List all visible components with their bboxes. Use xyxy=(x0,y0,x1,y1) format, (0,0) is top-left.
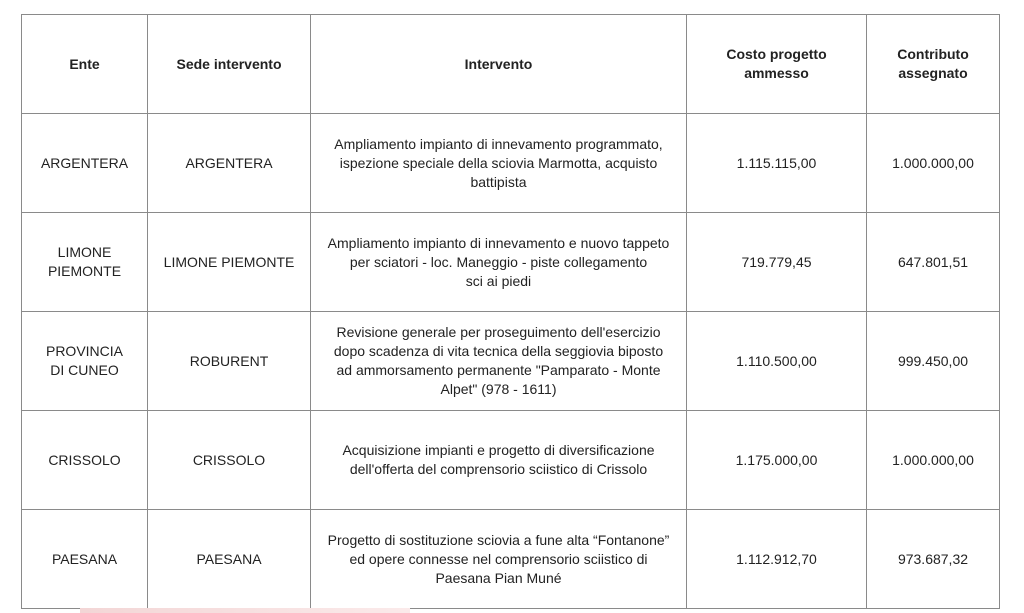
cell-sede: ROBURENT xyxy=(148,312,311,411)
cell-sede: PAESANA xyxy=(148,510,311,609)
cell-ente: LIMONE PIEMONTE xyxy=(22,213,148,312)
cell-intervento: Ampliamento impianto di innevamento programmato, ispezione speciale della sciovia Marmotta, acquisto battipista xyxy=(311,114,687,213)
header-contributo: Contributo assegnato xyxy=(867,15,1000,114)
table-header-row xyxy=(22,15,1000,114)
cell-ente: CRISSOLO xyxy=(22,411,148,510)
cell-ente: PAESANA xyxy=(22,510,148,609)
cell-sede: LIMONE PIEMONTE xyxy=(148,213,311,312)
cell-costo: 1.110.500,00 xyxy=(687,312,867,411)
cell-intervento: Progetto di sostituzione sciovia a fune alta “Fontanone” ed opere connesse nel comprensorio sciistico di Paesana Pian Muné xyxy=(311,510,687,609)
header-costo-progetto: Costo progetto ammesso xyxy=(687,15,867,114)
header-ente: Ente xyxy=(22,15,148,114)
cell-contributo: 1.000.000,00 xyxy=(867,114,1000,213)
cell-intervento: Revisione generale per proseguimento dell'esercizio dopo scadenza di vita tecnica della seggiovia biposto ad ammorsamento permanente "Pamparato - Monte Alpet" (978 - 1611) xyxy=(311,312,687,411)
cell-intervento: Ampliamento impianto di innevamento e nuovo tappeto per sciatori - loc. Maneggio - piste collegamento sci ai piedi xyxy=(311,213,687,312)
cell-contributo: 973.687,32 xyxy=(867,510,1000,609)
cell-contributo: 999.450,00 xyxy=(867,312,1000,411)
cropped-content-strip xyxy=(80,608,410,613)
header-intervento: Intervento xyxy=(311,15,687,114)
cell-costo: 1.115.115,00 xyxy=(687,114,867,213)
cell-ente: ARGENTERA xyxy=(22,114,148,213)
funding-table xyxy=(21,14,1000,609)
cell-contributo: 647.801,51 xyxy=(867,213,1000,312)
funding-table-container xyxy=(21,14,1000,609)
cell-ente: PROVINCIA DI CUNEO xyxy=(22,312,148,411)
cell-costo: 1.175.000,00 xyxy=(687,411,867,510)
cell-costo: 1.112.912,70 xyxy=(687,510,867,609)
table-row xyxy=(22,114,1000,213)
cell-sede: CRISSOLO xyxy=(148,411,311,510)
table-row xyxy=(22,312,1000,411)
table-row xyxy=(22,510,1000,609)
cell-costo: 719.779,45 xyxy=(687,213,867,312)
cell-intervento: Acquisizione impianti e progetto di diversificazione dell'offerta del comprensorio sciistico di Crissolo xyxy=(311,411,687,510)
cell-sede: ARGENTERA xyxy=(148,114,311,213)
cell-contributo: 1.000.000,00 xyxy=(867,411,1000,510)
table-row xyxy=(22,411,1000,510)
table-row xyxy=(22,213,1000,312)
header-sede-intervento: Sede intervento xyxy=(148,15,311,114)
